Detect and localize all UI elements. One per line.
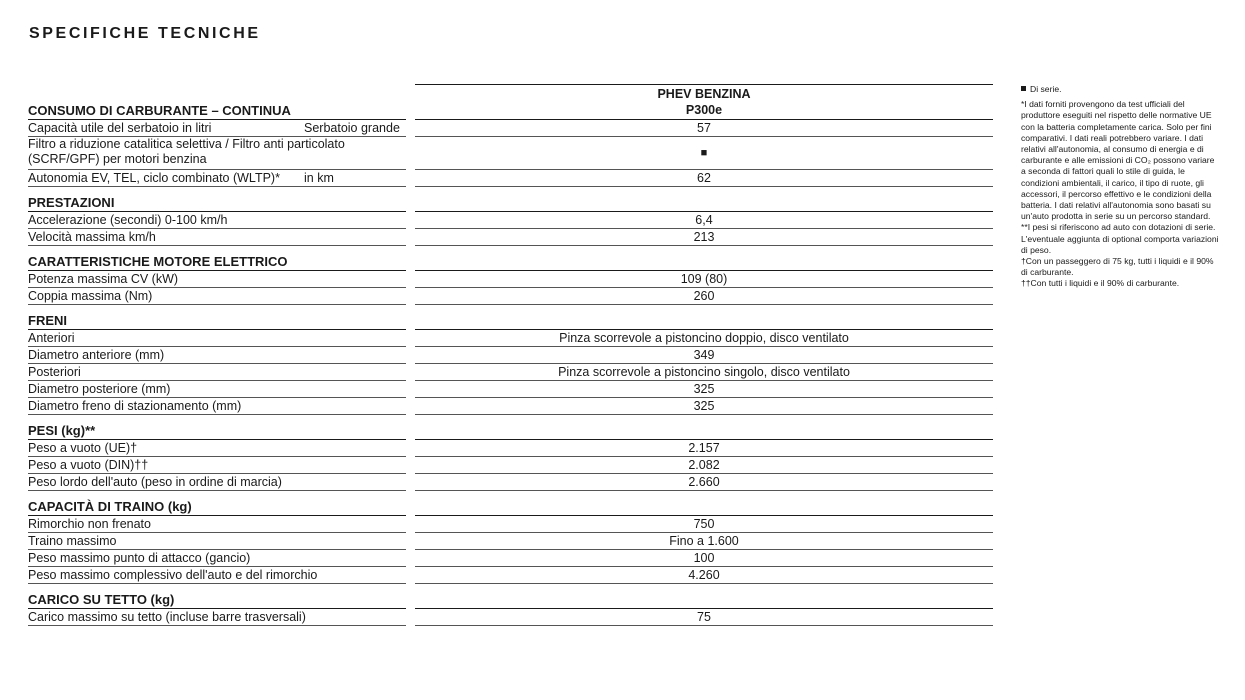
section-divider [415,422,993,440]
section-motore [28,246,993,271]
row-label: Accelerazione (secondi) 0-100 km/h [28,212,406,229]
table-row [28,229,993,246]
row-label: Potenza massima CV (kW) [28,271,406,288]
table-row [28,288,993,305]
standard-equipment-icon: ■ [415,137,993,170]
row-value: 2.660 [415,474,993,491]
section-divider [415,312,993,330]
section-title: FRENI [28,312,406,330]
row-value: 75 [415,609,993,626]
section-divider [415,194,993,212]
section-pesi [28,415,993,440]
column-header-model: P300e [415,102,993,120]
row-value: 213 [415,229,993,246]
row-value: Pinza scorrevole a pistoncino singolo, disco ventilato [415,364,993,381]
section-traino [28,491,993,516]
row-label: Posteriori [28,364,406,381]
row-label: Carico massimo su tetto (incluse barre trasversali) [28,609,406,626]
table-row [28,567,993,584]
table-row [28,550,993,567]
row-value: 325 [415,381,993,398]
row-label: Diametro posteriore (mm) [28,381,406,398]
table-row [28,170,993,187]
row-value: Pinza scorrevole a pistoncino doppio, disco ventilato [415,330,993,347]
footnotes [1021,84,1221,290]
row-value: 62 [415,170,993,187]
row-label: Peso massimo complessivo dell'auto e del rimorchio [28,567,406,584]
page-title: SPECIFICHE TECNICHE [29,25,261,42]
section-title: CAPACITÀ DI TRAINO (kg) [28,498,406,516]
row-label: Diametro anteriore (mm) [28,347,406,364]
row-label: Velocità massima km/h [28,229,406,246]
table-row [28,474,993,491]
row-value: Fino a 1.600 [415,533,993,550]
table-row [28,457,993,474]
table-row [28,364,993,381]
column-header-variant [28,84,993,102]
row-label: Rimorchio non frenato [28,516,406,533]
row-value: 260 [415,288,993,305]
row-value: 750 [415,516,993,533]
row-value: 349 [415,347,993,364]
table-row [28,516,993,533]
row-label: Capacità utile del serbatoio in litri [28,120,406,137]
row-label: Peso massimo punto di attacco (gancio) [28,550,406,567]
row-value: 57 [415,120,993,137]
table-row [28,398,993,415]
row-value: 100 [415,550,993,567]
standard-legend [1021,84,1221,95]
table-row [28,212,993,229]
footnote-3: †Con un passeggero di 75 kg, tutti i liquidi e il 90% di carburante. [1021,256,1214,278]
row-label: Filtro a riduzione catalitica selettiva / Filtro anti particolato (SCRF/GPF) per motori benzina [28,137,406,170]
table-row [28,533,993,550]
row-value: 4.260 [415,567,993,584]
square-bullet-icon [1021,86,1026,91]
section-divider [415,498,993,516]
spec-table [28,84,993,626]
row-value: 325 [415,398,993,415]
table-row [28,609,993,626]
row-sublabel: in km [304,171,334,185]
table-row [28,347,993,364]
standard-legend-text: Di serie. [1030,84,1062,94]
table-row [28,440,993,457]
row-value: 2.157 [415,440,993,457]
footnote-4: ††Con tutti i liquidi e il 90% di carburante. [1021,278,1180,289]
row-value: 109 (80) [415,271,993,288]
section-freni [28,305,993,330]
section-tetto [28,584,993,609]
section-title: CARICO SU TETTO (kg) [28,591,406,609]
row-label: Coppia massima (Nm) [28,288,406,305]
section-consumo [28,102,993,120]
section-title: PRESTAZIONI [28,194,406,212]
row-label: Anteriori [28,330,406,347]
table-row [28,330,993,347]
table-row [28,271,993,288]
row-value: 6,4 [415,212,993,229]
table-row [28,137,993,170]
column-header-variant-label: PHEV BENZINA [415,84,993,103]
table-row [28,381,993,398]
row-label: Traino massimo [28,533,406,550]
table-row [28,120,993,137]
section-divider [415,253,993,271]
section-divider [415,591,993,609]
row-label: Peso a vuoto (DIN)†† [28,457,406,474]
section-title: CONSUMO DI CARBURANTE – CONTINUA [28,102,406,120]
footnote-1: *I dati forniti provengono da test ufficiali del produttore eseguiti nel rispetto delle normative UE con la batteria completamente carica. Solo per fini comparativi. I dati reali potrebbero variare. I dati relativi all'autonomia, al consumo di energia e di carburante e alle emissioni di CO₂ possono variare a seconda di fattori quali lo stile di guida, le condizioni ambientali, il carico, il tipo di ruote, gli accessori, il percorso effettivo e le condizioni della batteria. I dati relativi all'autonomia sono basati su un'auto prodotta in serie su un percorso standard. [1021,99,1215,222]
section-title: CARATTERISTICHE MOTORE ELETTRICO [28,253,406,271]
section-title: PESI (kg)** [28,422,406,440]
footnote-2: **I pesi si riferiscono ad auto con dotazioni di serie. L'eventuale aggiunta di optional comporta variazioni di peso. [1021,222,1219,255]
row-sublabel: Serbatoio grande [304,121,400,135]
row-label: Peso lordo dell'auto (peso in ordine di marcia) [28,474,406,491]
row-value: 2.082 [415,457,993,474]
row-label: Peso a vuoto (UE)† [28,440,406,457]
section-prestazioni [28,187,993,212]
row-label: Autonomia EV, TEL, ciclo combinato (WLTP)* [28,170,406,187]
row-label: Diametro freno di stazionamento (mm) [28,398,406,415]
